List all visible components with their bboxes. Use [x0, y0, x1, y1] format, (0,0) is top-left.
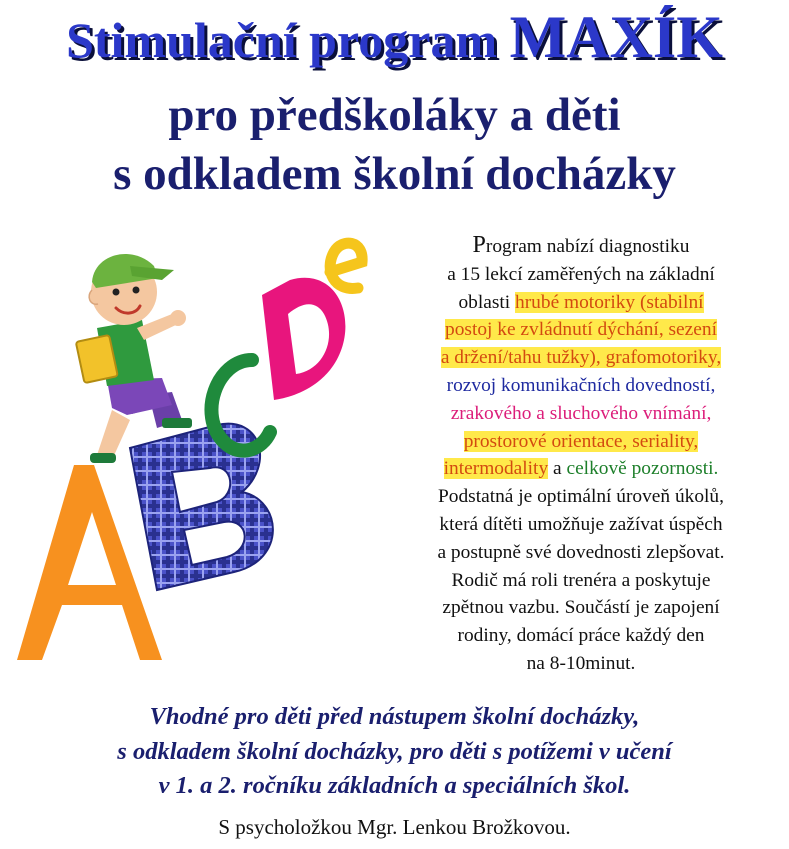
highlighted-text: hrubé motoriky (stabilní: [515, 291, 704, 313]
desc-line: zpětnou vazbu. Součástí je zapojení: [442, 597, 720, 619]
title-prefix: Stimulační program: [66, 12, 498, 68]
desc-line: [380, 232, 782, 261]
desc-line: [380, 316, 782, 344]
highlighted-text: a držení/tahu tužky), grafomotoriky,: [440, 347, 722, 369]
desc-text: oblasti: [458, 291, 516, 313]
footer-credit: S psycholožkou Mgr. Lenkou Brožkovou.: [218, 815, 571, 839]
desc-line: která dítěti umožňuje zažívat úspěch: [439, 513, 723, 535]
desc-line: [380, 428, 782, 456]
highlighted-text: intermodality: [443, 458, 549, 480]
letter-e-icon: [12, 210, 362, 288]
audience-line: v 1. a 2. ročníku základních a speciálních škol.: [158, 772, 631, 799]
desc-line: Podstatná je optimální úroveň úkolů,: [438, 486, 724, 508]
subtitle-line-1: pro předškoláky a děti: [168, 89, 621, 141]
desc-line-blue: rozvoj komunikačních dovedností,: [446, 374, 716, 396]
desc-line: [380, 289, 782, 317]
subtitle-line-2: s odkladem školní docházky: [113, 148, 676, 200]
desc-line: na 8-10minut.: [526, 652, 636, 674]
boy-icon: [76, 254, 192, 463]
highlighted-text: prostorové orientace, seriality,: [463, 430, 699, 452]
desc-line-pink: zrakového a sluchového vnímání,: [450, 402, 712, 424]
desc-line: [380, 455, 782, 483]
desc-line: a postupně své dovednosti zlepšovat.: [437, 541, 725, 563]
audience-section: [0, 700, 789, 804]
desc-line: Rodič má roli trenéra a poskytuje: [451, 569, 711, 591]
highlighted-text: postoj ke zvládnutí dýchání, sezení: [445, 319, 717, 341]
desc-text: a: [548, 458, 567, 480]
page-subtitle: [0, 86, 789, 204]
audience-line: Vhodné pro děti před nástupem školní docházky,: [149, 703, 640, 730]
green-text: celkově pozornosti.: [566, 458, 719, 480]
program-description: [380, 232, 782, 678]
title-brand: MAXÍK: [509, 4, 723, 70]
page-title: [0, 6, 789, 71]
desc-line: [380, 344, 782, 372]
drop-cap: P: [472, 232, 486, 258]
desc-text: rogram nabízí diagnostiku: [485, 236, 690, 257]
desc-line: a 15 lekcí zaměřených na základní: [447, 263, 715, 285]
letter-d-icon: [12, 210, 345, 400]
desc-line: rodiny, domácí práce každý den: [457, 625, 705, 647]
abc-boy-illustration: [12, 210, 384, 670]
audience-line: s odkladem školní docházky, pro děti s potížemi v učení: [117, 737, 672, 765]
